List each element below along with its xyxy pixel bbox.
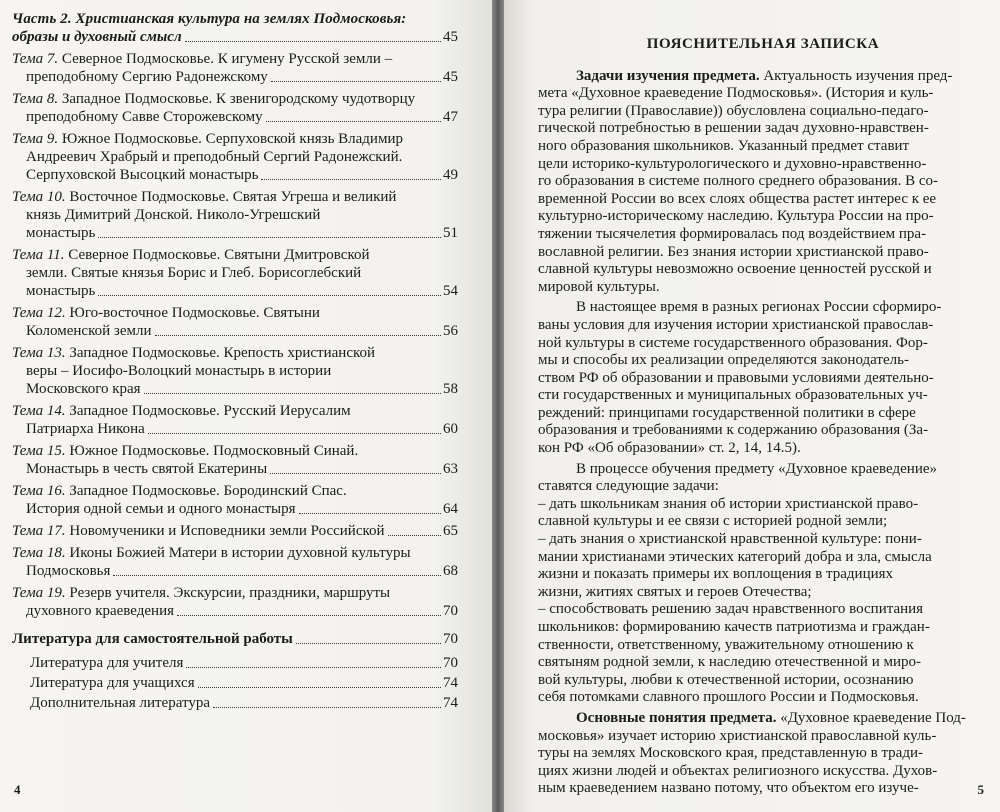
toc-entry (12, 246, 458, 300)
note-text: Актуальность изучения пред- (759, 67, 953, 84)
toc-page-number: 51 (443, 225, 458, 241)
toc-entry-number: Тема 7. (12, 51, 59, 67)
toc-page-number: 70 (443, 655, 458, 671)
toc-entry-number: Тема 15. (12, 443, 66, 459)
toc-entry-number: Тема 8. (12, 91, 59, 107)
note-line (538, 440, 988, 458)
note-line (538, 728, 988, 746)
toc-page-number: 45 (443, 69, 458, 85)
toc-literature-list (12, 654, 458, 712)
toc-entry-line (12, 482, 458, 500)
toc-entry-line (12, 322, 458, 340)
note-line (538, 317, 988, 335)
toc-literature-label: Литература для учащихся (30, 675, 195, 691)
toc-page-number: 65 (443, 523, 458, 539)
note-text: сти государственных и муниципальных образовательных уч- (538, 387, 928, 404)
note-text: тура религии (Православие)) обусловлена социально-педаго- (538, 102, 929, 119)
note-line (538, 279, 988, 297)
note-text: туры на землях Московского края, представленную в тради- (538, 745, 923, 762)
toc-entry-text: Западное Подмосковье. Бородинский Спас. (69, 483, 347, 499)
toc-entry-text: Юго-восточное Подмосковье. Святыни (69, 305, 320, 321)
toc-entry (12, 344, 458, 398)
toc-entry-line (12, 402, 458, 420)
note-text: жизни, житиях святых и героев Отечества; (538, 583, 812, 600)
toc-entry-text: Московского края (26, 381, 141, 397)
toc-entry-text: Новомученики и Исповедники земли Российской (69, 523, 385, 539)
toc-entry (12, 522, 458, 540)
toc-leader (299, 513, 441, 514)
toc-entry-number: Тема 18. (12, 545, 66, 561)
toc-literature-label: Дополнительная литература (30, 695, 210, 711)
toc-leader (98, 295, 441, 296)
toc-entry-text: Восточное Подмосковье. Святая Угреша и великий (69, 189, 397, 205)
toc-entry-number: Тема 16. (12, 483, 66, 499)
toc-entries (12, 50, 458, 620)
toc-entry-line (12, 500, 458, 518)
toc-page-number: 49 (443, 167, 458, 183)
note-text: В настоящее время в разных регионах России сформиро- (576, 299, 942, 316)
toc-entry-text: Коломенской земли (26, 323, 152, 339)
toc-entry-line (12, 602, 458, 620)
toc-entry-text: преподобному Савве Сторожевскому (26, 109, 263, 125)
toc-leader (148, 433, 441, 434)
note-term: Задачи изучения предмета. (576, 67, 760, 84)
note-line (538, 405, 988, 423)
note-line (538, 461, 988, 479)
toc-entry-line (12, 246, 458, 264)
page-number-right: 5 (977, 782, 984, 797)
note-text: мании христианами этических категорий добра и зла, смысла (538, 548, 932, 565)
toc-leader (113, 575, 441, 576)
toc-literature-item (12, 674, 458, 692)
note-text: вой культуры, любви к отечественной истории, осознанию (538, 671, 914, 688)
note-term: Основные понятия предмета. (576, 709, 777, 726)
book-gutter (492, 0, 504, 812)
toc-page-number: 60 (443, 421, 458, 437)
toc-leader (213, 707, 441, 708)
toc-entry-line (12, 304, 458, 322)
toc-entry-line (12, 166, 458, 184)
toc-literature-label: Литература для учителя (30, 655, 184, 671)
toc-entry (12, 402, 458, 438)
toc-entry (12, 130, 458, 184)
toc-literature-item (12, 654, 458, 672)
note-line (538, 103, 988, 121)
toc-entry-line (12, 344, 458, 362)
note-line (538, 68, 988, 86)
toc-entry-text: Подмосковья (26, 563, 111, 579)
toc-entry-text: Серпуховской Высоцкий монастырь (26, 167, 259, 183)
note-line (538, 654, 988, 672)
note-line (538, 710, 988, 728)
toc-entry-line (12, 264, 458, 282)
toc-entry (12, 304, 458, 340)
toc-entry-line (12, 544, 458, 562)
note-line (538, 173, 988, 191)
note-text: гической потребностью в решении задач духовно-нравствен- (538, 120, 929, 137)
toc-entry-text: земли. Святые князья Борис и Глеб. Борисоглебский (26, 265, 362, 281)
toc-entry-line (12, 584, 458, 602)
toc-entry-text: История одной семьи и одного монастыря (26, 501, 296, 517)
toc-entry-text: Западное Подмосковье. К звенигородскому чудотворцу (61, 91, 416, 107)
note-text: кон РФ «Об образовании» ст. 2, 14, 14.5). (538, 440, 801, 457)
note-line (538, 208, 988, 226)
toc-entry-line (12, 90, 458, 108)
toc-entry-number: Тема 14. (12, 403, 66, 419)
toc-heading-line-2: образы и духовный смысл 45 (12, 29, 458, 45)
toc-entry-line (12, 420, 458, 438)
note-line (538, 352, 988, 370)
note-line (538, 387, 988, 405)
note-line (538, 261, 988, 279)
note-line (538, 138, 988, 156)
toc-entry-number: Тема 9. (12, 131, 59, 147)
note-line (538, 601, 988, 619)
note-text: школьников: формированию качеств патриотизма и граждан- (538, 619, 930, 635)
toc-leader (155, 335, 442, 336)
toc-entry-text: Западное Подмосковье. Русский Иерусалим (69, 403, 351, 419)
note-text: циях жизни людей и объектах религиозного искусства. Духов- (538, 762, 938, 779)
toc-entry-text: Южное Подмосковье. Серпуховской князь Владимир (61, 131, 403, 147)
toc-entry-line (12, 148, 458, 166)
right-page (504, 0, 1000, 812)
note-text: – способствовать решению задач нравственного воспитания (538, 601, 924, 618)
note-text: реждений: принципами государственной политики в сфере (538, 404, 916, 421)
toc-page-number: 74 (443, 695, 458, 711)
note-line (538, 156, 988, 174)
toc-leader (144, 393, 441, 394)
toc-page-number: 70 (443, 603, 458, 619)
note-line (538, 549, 988, 567)
toc-entry-line (12, 362, 458, 380)
toc-entry-text: Северное Подмосковье. К игумену Русской земли – (61, 51, 393, 67)
toc-page-number: 54 (443, 283, 458, 299)
toc-leader (388, 535, 441, 536)
note-body (538, 68, 988, 798)
toc-entry-line (12, 130, 458, 148)
note-text: – дать школьникам знания об истории христианской право- (538, 495, 919, 512)
toc-entry-text: духовного краеведения (26, 603, 175, 619)
toc-page-number: 74 (443, 675, 458, 691)
note-line (538, 763, 988, 781)
toc-entry-line (12, 224, 458, 242)
note-line (538, 335, 988, 353)
note-line (538, 584, 988, 602)
toc-heading (12, 10, 458, 46)
toc-leader (270, 473, 441, 474)
explanatory-note (538, 36, 988, 798)
note-text: ством РФ об образовании и правовыми условиями деятельно- (538, 369, 934, 386)
toc-entry-line (12, 282, 458, 300)
note-text: ного образования школьников. Указанный предмет ставит (538, 137, 910, 154)
toc-entry-text: Андреевич Храбрый и преподобный Сергий Радонежский. (26, 149, 403, 165)
toc-heading-line-1: Часть 2. Христианская культура на землях Подмосковья: (12, 11, 407, 27)
note-line (538, 689, 988, 707)
toc-entry (12, 544, 458, 580)
note-line (538, 780, 988, 798)
toc-entry-text: веры – Иосифо-Волоцкий монастырь в истории (26, 363, 332, 379)
toc-entry (12, 482, 458, 518)
toc-entry-text: Патриарха Никона (26, 421, 145, 437)
toc-entry-line (12, 442, 458, 460)
toc-literature-item (12, 694, 458, 712)
note-text: временной России во всех слоях общества растет интерес к ее (538, 190, 937, 207)
left-page (0, 0, 492, 812)
toc-entry-text: монастырь (26, 225, 96, 241)
note-text: тяжении тысячелетия формировалась под воздействием пра- (538, 225, 927, 242)
note-text: ным краеведением названо потому, что объектом его изуче- (538, 780, 919, 797)
note-text: образования и требованиями к содержанию образования (За- (538, 422, 929, 439)
toc-entry-number: Тема 13. (12, 345, 66, 361)
toc-entry-text: Иконы Божией Матери в истории духовной культуры (69, 545, 411, 561)
toc-entry-number: Тема 17. (12, 523, 66, 539)
toc-entry (12, 188, 458, 242)
note-line (538, 191, 988, 209)
toc-entry-line (12, 206, 458, 224)
note-line (538, 120, 988, 138)
note-text: ственности, ответственному, уважительному отношению к (538, 636, 914, 653)
toc-entry (12, 442, 458, 478)
toc-entry-line (12, 522, 458, 540)
note-line (538, 496, 988, 514)
note-text: московья» изучает историю христианской православной куль- (538, 727, 937, 744)
note-text: «Духовное краеведение Под- (776, 709, 966, 726)
toc-entry-number: Тема 11. (12, 247, 65, 263)
toc-leader (177, 615, 441, 616)
toc-page-number: 64 (443, 501, 458, 517)
note-line (538, 745, 988, 763)
toc-page-number: 70 (443, 631, 458, 647)
toc-entry-text: Резерв учителя. Экскурсии, праздники, маршруты (69, 585, 391, 601)
toc-leader (266, 121, 441, 122)
note-text: жизни и показать примеры их воплощения в традициях (538, 566, 894, 583)
toc-leader (261, 179, 441, 180)
note-line (538, 299, 988, 317)
toc-entry (12, 90, 458, 126)
toc-entry-line (12, 562, 458, 580)
toc-entry-number: Тема 19. (12, 585, 66, 601)
note-text: себя потомками славного прошлого России и Подмосковья. (538, 689, 919, 706)
toc-entry-text: монастырь (26, 283, 96, 299)
note-line (538, 619, 988, 637)
toc-entry (12, 584, 458, 620)
table-of-contents (12, 10, 458, 714)
toc-entry-text: Южное Подмосковье. Подмосковный Синай. (69, 443, 359, 459)
note-text: ваны условия для изучения истории христианской православ- (538, 316, 934, 333)
note-title: ПОЯСНИТЕЛЬНАЯ ЗАПИСКА (646, 36, 880, 52)
toc-entry-line (12, 380, 458, 398)
toc-leader (186, 667, 441, 668)
note-line (538, 478, 988, 496)
toc-entry-text: Западное Подмосковье. Крепость христианской (69, 345, 376, 361)
toc-leader (271, 81, 441, 82)
note-line (538, 85, 988, 103)
toc-entry-line (12, 68, 458, 86)
toc-entry-number: Тема 10. (12, 189, 66, 205)
toc-literature-heading: Литература для самостоятельной работы 70 (12, 631, 458, 647)
note-text: В процессе обучения предмету «Духовное краеведение» (576, 460, 938, 477)
note-text: ной культуры в системе государственного образования. Фор- (538, 334, 928, 351)
note-text: ставятся следующие задачи: (538, 478, 719, 495)
toc-entry-line (12, 188, 458, 206)
note-line (538, 513, 988, 531)
note-line (538, 531, 988, 549)
note-text: вославной религии. Без знания истории христианской право- (538, 243, 929, 260)
toc-entry-text: Северное Подмосковье. Святыни Дмитровской (68, 247, 370, 263)
toc-page-number: 68 (443, 563, 458, 579)
note-text: цели историко-культурологического и духовно-нравственно- (538, 155, 927, 172)
note-text: мировой культуры. (538, 278, 660, 295)
toc-entry-text: князь Димитрий Донской. Николо-Угрешский (26, 207, 321, 223)
note-text: го образования в системе полного среднего образования. В со- (538, 173, 939, 190)
toc-entry-line (12, 50, 458, 68)
page-number-left: 4 (14, 782, 21, 797)
toc-entry-text: преподобному Сергию Радонежскому (26, 69, 268, 85)
toc-page-number: 45 (443, 29, 458, 45)
note-line (538, 672, 988, 690)
note-line (538, 226, 988, 244)
note-text: славной культуры и ее связи с историей родной земли; (538, 513, 888, 530)
toc-entry-line (12, 460, 458, 478)
toc-leader (98, 237, 441, 238)
toc-page-number: 58 (443, 381, 458, 397)
toc-leader (198, 687, 441, 688)
note-line (538, 370, 988, 388)
toc-page-number: 56 (443, 323, 458, 339)
toc-entry-line (12, 108, 458, 126)
note-line (538, 244, 988, 262)
note-line (538, 637, 988, 655)
toc-entry-number: Тема 12. (12, 305, 66, 321)
note-text: славной культуры невозможно освоение ценностей русской и (538, 261, 932, 278)
toc-entry-text: Монастырь в честь святой Екатерины (26, 461, 268, 477)
note-text: мы и способы их реализации определяются законодатель- (538, 352, 909, 369)
toc-page-number: 63 (443, 461, 458, 477)
toc-page-number: 47 (443, 109, 458, 125)
note-text: мета «Духовное краеведение Подмосковья». (История и куль- (538, 85, 934, 102)
toc-entry (12, 50, 458, 86)
note-text: – дать знания о христианской нравственной культуре: пони- (538, 531, 922, 548)
note-text: культурно-историческому наследию. Культура России на про- (538, 208, 934, 225)
note-line (538, 566, 988, 584)
note-text: святыням родной земли, к наследию отечественной и миро- (538, 654, 921, 671)
note-line (538, 422, 988, 440)
